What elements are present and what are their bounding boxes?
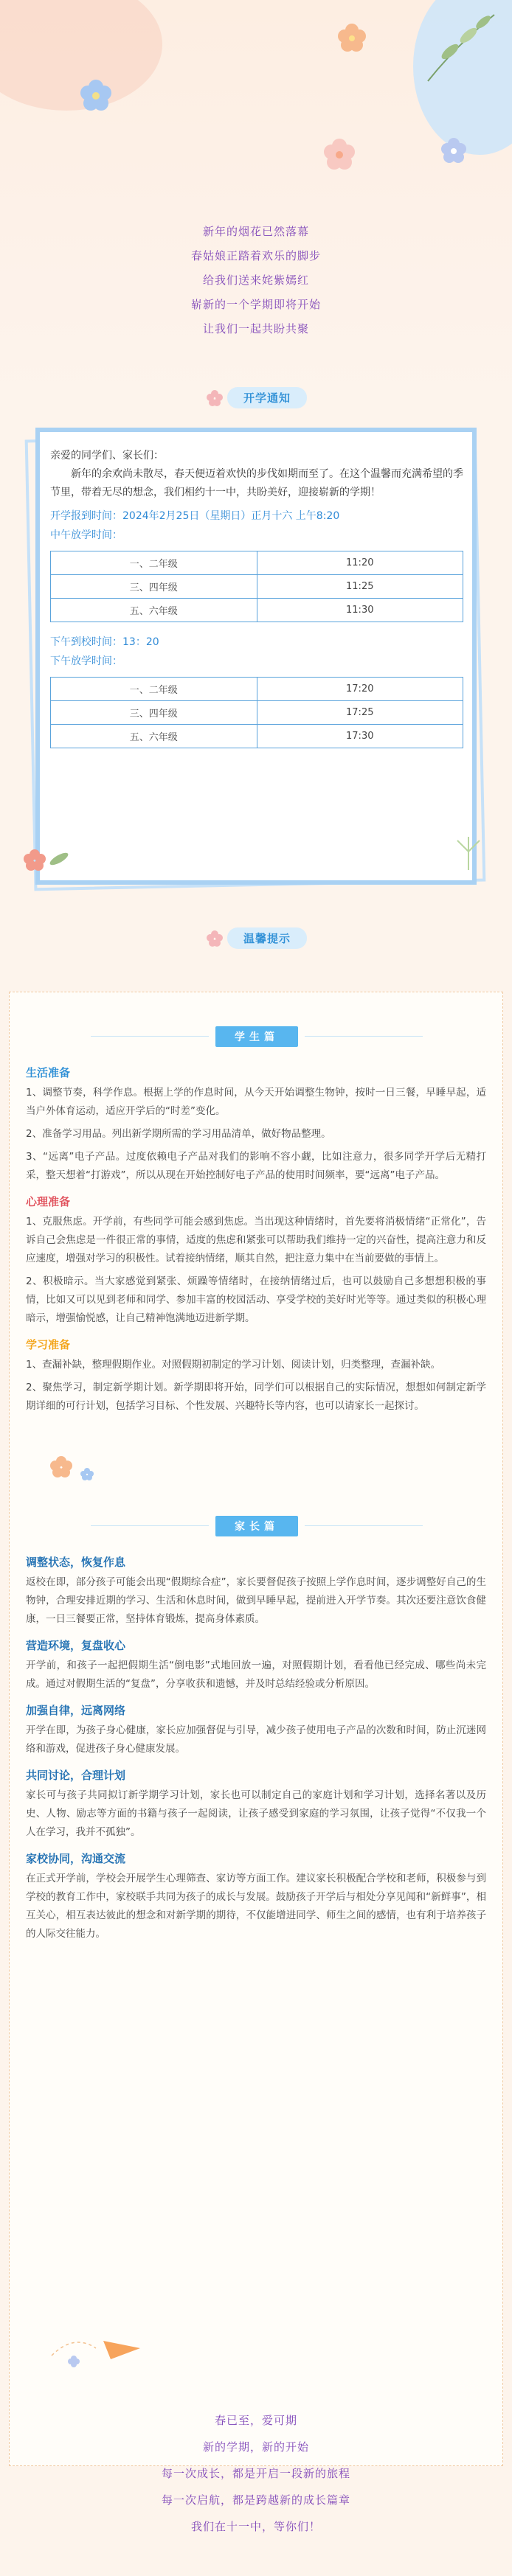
notice-greeting: 亲爱的同学们、家长们： (50, 450, 164, 462)
section-heading: 加强自律，远离网络 (26, 1704, 126, 1717)
flower-icon (332, 18, 373, 59)
poem-line: 新年的烟花已然落幕 (202, 225, 309, 238)
poem-line: 给我们送来姹紫嫣红 (202, 274, 309, 287)
flower-branch-icon (10, 1445, 504, 1489)
poem-line: 崭新的一个学期即将开始 (190, 298, 321, 311)
paragraph: 开学在即，为孩子身心健康，家长应加强督促与引导，减少孩子使用电子产品的次数和时间，防止沉迷网络和游戏，促进孩子身心健康发展。 (26, 1724, 486, 1755)
section-heading: 调整状态，恢复作息 (26, 1556, 126, 1569)
time-cell: 11:30 (257, 599, 463, 622)
poem-line: 春姑娘正踏着欢乐的脚步 (190, 249, 321, 262)
tips-panel (9, 992, 503, 2466)
paragraph: 返校在即，部分孩子可能会出现“假期综合症”，家长要督促孩子按照上学作息时间，逐步调整好自己的生物钟，合理安排近期的学习、生活和休息时间，做到早睡早起，提前进入开学节奏。其次还要注意饮食健康，一日三餐要正常，坚持体育锻炼，提高身体素质。 (26, 1576, 486, 1625)
noon-dismiss-table (50, 551, 463, 622)
time-cell: 11:20 (257, 551, 463, 575)
paragraph: 2、准备学习用品。列出新学期所需的学习用品清单，做好物品整理。 (26, 1128, 331, 1140)
closing-poem (0, 2407, 512, 2540)
flower-icon (435, 133, 472, 170)
student-banner (10, 1022, 504, 1051)
afternoon-arrive-time: 下午到校时间：13：20 (50, 636, 159, 648)
flower-icon (74, 74, 118, 118)
closing-line: 每一次启航，都是跨越新的成长篇章 (161, 2493, 350, 2507)
table-row (51, 725, 463, 748)
grade-cell: 三、四年级 (51, 575, 257, 599)
parent-banner (10, 1511, 504, 1541)
time-cell: 11:25 (257, 575, 463, 599)
table-row (51, 575, 463, 599)
time-cell: 17:20 (257, 678, 463, 701)
afternoon-dismiss-table (50, 677, 463, 748)
section-heading: 学习准备 (26, 1338, 71, 1351)
time-cell: 17:25 (257, 701, 463, 725)
poem-line: 让我们一起共盼共聚 (202, 322, 309, 335)
grade-cell: 一、二年级 (51, 551, 257, 575)
section-heading: 营造环境，复盘收心 (26, 1639, 126, 1652)
tips-title: 温馨提示 (227, 927, 307, 949)
closing-line: 新的学期，新的开始 (202, 2440, 309, 2454)
flower-icon (205, 929, 224, 948)
parent-section (10, 1551, 502, 1943)
paragraph: 1、查漏补缺，整理假期作业。对照假期初制定的学习计划、阅读计划，归类整理，查漏补缺。 (26, 1359, 441, 1371)
closing-line: 我们在十一中，等你们！ (190, 2520, 321, 2533)
section-heading: 生活准备 (26, 1066, 71, 1079)
leaf-icon (413, 7, 502, 88)
flower-icon (317, 133, 361, 177)
paragraph: 3、“远离”电子产品。过度依赖电子产品对我们的影响不容小觑，比如注意力，很多同学开学后无精打采，整天想着“打游戏”，所以从现在开始控制好电子产品的使用时间频率，要“远离”电子产品。 (26, 1151, 486, 1181)
closing-line: 每一次成长，都是开启一段新的旅程 (161, 2467, 350, 2480)
student-section (10, 1062, 502, 1416)
student-banner-label: 学生篇 (215, 1026, 298, 1047)
section-heading: 共同讨论，合理计划 (26, 1769, 126, 1782)
table-row (51, 599, 463, 622)
paragraph: 2、积极暗示。当大家感觉到紧张、烦躁等情绪时，在接纳情绪过后，也可以鼓励自己多想想积极的事情，比如又可以见到老师和同学、参加丰富的校园活动、享受学校的美好时光等等。通过类似的积极心理暗示，增强愉悦感，让自己精神饱满地迈进新学期。 (26, 1275, 486, 1324)
paragraph: 1、克服焦虑。开学前，有些同学可能会感到焦虑。当出现这种情绪时，首先要将消极情绪“正常化”，告诉自己会焦虑是一件很正常的事情，适度的焦虑和紧张可以帮助我们维持一定的兴奋性，提高注意力和反应速度，增强对学习的积极性。试着接纳情绪，顺其自然，把注意力集中在当前要做的事情上。 (26, 1216, 486, 1264)
tips-title-wrap (0, 927, 512, 949)
closing-line: 春已至，爱可期 (214, 2414, 297, 2427)
section-heading: 家校协同，沟通交流 (26, 1852, 126, 1865)
time-cell: 17:30 (257, 725, 463, 748)
section-heading: 心理准备 (26, 1195, 71, 1208)
grade-cell: 一、二年级 (51, 678, 257, 701)
flower-icon (205, 389, 224, 408)
paragraph: 开学前，和孩子一起把假期生活“倒电影”式地回放一遍，对照假期计划，看看他已经完成、哪些尚未完成。通过对假期生活的“复盘”，分享收获和遗憾，并及时总结经验或分析原因。 (26, 1660, 486, 1690)
table-row (51, 551, 463, 575)
paragraph: 家长可与孩子共同拟订新学期学习计划，家长也可以制定自己的家庭计划和学习计划，选择名著以及历史、人物、励志等方面的书籍与孩子一起阅读，让孩子感受到家庭的学习氛围，让孩子觉得“不仅我一个人在学习，我并不孤独”。 (26, 1789, 486, 1838)
grade-cell: 五、六年级 (51, 599, 257, 622)
paragraph: 2、聚焦学习，制定新学期计划。新学期即将开始，同学们可以根据自己的实际情况，想想如何制定新学期详细的可行计划，包括学习目标、个性发展、兴趣特长等内容，也可以请家长一起探讨。 (26, 1382, 486, 1412)
notice-card (35, 428, 477, 885)
grade-cell: 三、四年级 (51, 701, 257, 725)
grade-cell: 五、六年级 (51, 725, 257, 748)
table-row (51, 701, 463, 725)
flower-branch-icon (18, 837, 77, 881)
notice-body: 新年的余欢尚未散尽，春天便迈着欢快的步伐如期而至了。在这个温馨而充满希望的季节里，带着无尽的想念，我们相约十一中，共盼美好，迎接崭新的学期！ (50, 468, 463, 498)
paper-plane-icon (44, 2326, 148, 2370)
report-time: 开学报到时间：2024年2月25日（星期日）正月十六 上午8:20 (50, 510, 340, 522)
paragraph: 在正式开学前，学校会开展学生心理筛查、家访等方面工作。建议家长积极配合学校和老师，积极参与到学校的教育工作中，家校联手共同为孩子的成长与发展。鼓励孩子开学后与相处分享见闻和“新鲜事”，相互关心，相互表达彼此的想念和对新学期的期待，不仅能增进同学、师生之间的感情，也有利于培养孩子的人际交往能力。 (26, 1873, 486, 1940)
notice-title-wrap (0, 387, 512, 408)
leaf-icon (450, 829, 487, 874)
notice-title: 开学通知 (227, 387, 307, 408)
table-row (51, 678, 463, 701)
parent-banner-label: 家长篇 (215, 1516, 298, 1536)
opening-poem (0, 220, 512, 341)
noon-dismiss-title: 中午放学时间： (50, 529, 122, 541)
paragraph: 1、调整节奏，科学作息。根据上学的作息时间，从今天开始调整生物钟，按时一日三餐，早睡早起，适当户外体育运动，适应开学后的“时差”变化。 (26, 1087, 486, 1117)
afternoon-dismiss-title: 下午放学时间： (50, 655, 122, 667)
